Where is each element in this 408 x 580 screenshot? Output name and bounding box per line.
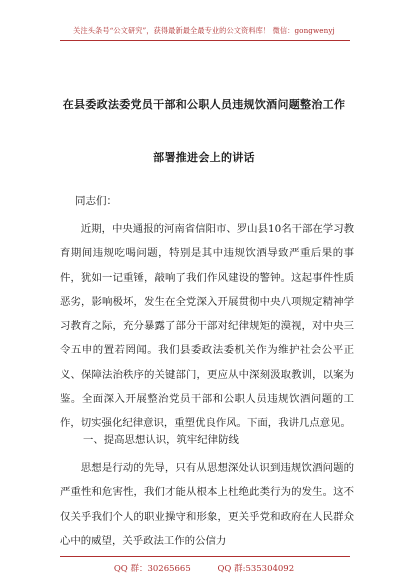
header-divider <box>60 40 350 41</box>
document-title-line-1: 在县委政法委党员干部和公职人员违规饮酒问题整治工作 <box>62 98 346 111</box>
header-banner: 关注头条号“公文研究”，获得最新最全最专业的公文资料库！ 微信：gongwenyj <box>73 26 335 35</box>
section-heading-1: 一、提高思想认识，筑牢纪律防线 <box>83 434 239 446</box>
footer-divider <box>60 556 350 557</box>
document-title-line-2: 部署推进会上的讲话 <box>153 151 255 164</box>
paragraph-section-1: 思想是行动的先导，只有从思想深处认识到违规饮酒问题的严重性和危害性，我们才能从根本上杜绝此类行为的发生。这不仅关乎我们个人的职业操守和形象，更关乎党和政府在人民群众心中的威望，关乎政法工作的公信力 <box>60 462 354 547</box>
footer-qq-group-1: QQ 群：30265665 <box>113 564 191 574</box>
footer-qq-group-2: QQ 群:535304092 <box>217 564 295 574</box>
body-section-1 <box>60 456 354 553</box>
paragraph-intro: 近期，中央通报的河南省信阳市、罗山县10名干部在学习教育期间违规吃喝问题，特别是其中违规饮酒导致严重后果的事件，犹如一记重锤，敲响了我们作风建设的警钟。这起事件性质恶劣，影响极坏，发生在全党深入开展贯彻中央八项规定精神学习教育之际，充分暴露了部分干部对纪律规矩的漠视，对中央三令五申的置若罔闻。我们县委政法委机关作为维护社会公平正义、保障法治秩序的关键部门，更应从中深刻汲取教训，以案为鉴。全面深入开展整治党员干部和公职人员违规饮酒问题的工作，切实强化纪律意识，重塑优良作风。下面，我讲几点意见。 <box>60 223 354 430</box>
body-section-intro <box>60 217 354 436</box>
footer <box>0 562 408 574</box>
salutation: 同志们： <box>75 195 117 207</box>
